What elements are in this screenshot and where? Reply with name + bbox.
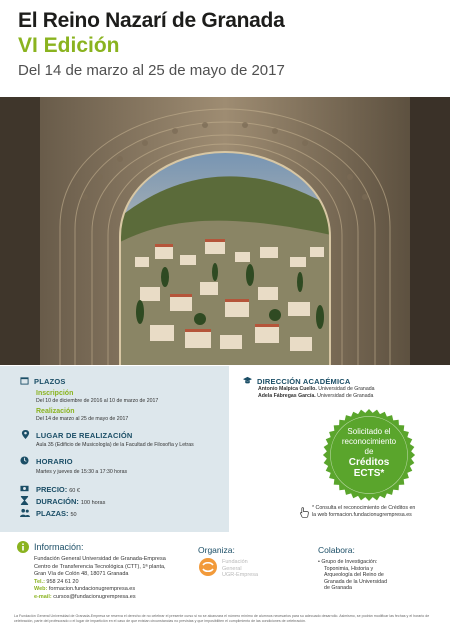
web-link[interactable]: formacion.fundacionugrempresa.es [47, 586, 136, 592]
pointer-hand-icon [300, 507, 309, 518]
person-1-name: Antonio Malpica Cuello. [258, 386, 317, 392]
organiza-heading: Organiza: [198, 545, 235, 555]
horario-text: Martes y jueves de 15:30 a 17:30 horas [36, 469, 128, 475]
consulta-note [312, 505, 440, 519]
duracion-value: 100 horas [80, 500, 106, 506]
badge-line-2: reconocimiento [341, 437, 397, 446]
badge-line-1: Solicitado el [347, 427, 391, 436]
plazas-value: 50 [70, 512, 77, 518]
colabora-line-1-text: Grupo de Investigación: [321, 559, 378, 565]
person-2-org: Universidad de Granada [315, 393, 374, 399]
fundacion-logo-icon [198, 557, 218, 577]
colabora-line-2: Toponimia, Historia y [324, 565, 374, 572]
email-line [34, 594, 194, 602]
address-line-2: Centro de Transferencia Tecnológica (CTT), 1ª planta, [34, 563, 166, 570]
arch-photo [0, 97, 450, 365]
inscripcion-dates: Del 10 de diciembre de 2016 al 10 de marzo de 2017 [36, 398, 159, 404]
colabora-heading: Colabora: [318, 545, 355, 555]
edition-subtitle: VI Edición [18, 34, 120, 57]
colabora-line-1: • Grupo de Investigación: [318, 559, 378, 565]
plazas-row [36, 509, 77, 518]
clock-icon [20, 456, 29, 465]
money-icon [20, 484, 29, 493]
header [18, 8, 438, 80]
duracion-row [36, 497, 105, 506]
colabora-line-5: de Granada [324, 585, 352, 591]
person-2-name: Adela Fábregas García. [258, 393, 316, 399]
location-pin-icon [21, 430, 30, 439]
web-line [34, 586, 194, 594]
consulta-line-1: * Consulta el reconocimiento de Créditos en [312, 505, 416, 511]
address-line-1: Fundación General Universidad de Granada-Empresa [34, 556, 166, 562]
plazos-heading: PLAZOS [34, 377, 66, 386]
badge-line-4: Créditos [348, 457, 390, 468]
person-1-org: Universidad de Granada [316, 386, 375, 392]
direccion-person-2 [258, 393, 448, 400]
page-title: El Reino Nazarí de Granada [18, 9, 285, 32]
arch-view-illustration [0, 97, 450, 365]
calendar-icon [20, 376, 29, 385]
colabora-line-3: Arqueología del Reino de [324, 572, 384, 578]
direccion-person-1 [258, 386, 448, 393]
informacion-address [34, 556, 194, 601]
course-dates: Del 14 de marzo al 25 de mayo de 2017 [18, 62, 285, 79]
graduation-cap-icon [243, 376, 252, 385]
email-label: e-mail: [34, 593, 52, 600]
email-link[interactable]: cursos@fundacionugrempresa.es [51, 593, 136, 600]
precio-label: PRECIO: [36, 485, 68, 494]
precio-value: 60 € [69, 488, 80, 494]
consulta-line-2[interactable]: la web formacion.fundacionugrempresa.es [312, 512, 412, 518]
lugar-text: Aula 35 (Edificio de Musicología) de la Facultad de Filosofía y Letras [36, 442, 194, 448]
plazas-label: PLAZAS: [36, 509, 69, 518]
informacion-heading: Información: [34, 542, 84, 552]
fundacion-logo-text [222, 559, 258, 579]
info-icon [17, 541, 29, 553]
realizacion-label: Realización [36, 408, 75, 415]
duracion-label: DURACIÓN: [36, 497, 79, 506]
info-panel-left [0, 366, 229, 532]
logo-line-2: General [222, 565, 242, 572]
people-icon [19, 508, 31, 517]
tel-label: Tel.: [34, 578, 45, 585]
hourglass-icon [20, 496, 29, 505]
badge-line-3: de [364, 447, 374, 456]
footer-disclaimer: La Fundación General Universidad de Granada-Empresa se reserva el derecho de no celebrar el presente curso si no se alcanzara el número mínimo de alumnos necesarios para su adecuado desarrollo. Asimismo, se podrán modificar las fechas y el horario de celebración, parte del profesorado o el lugar de impartición en el caso de que existan circunstancias no previstas y que imposibiliten el cumplimiento de las condiciones de celebración. [14, 614, 430, 623]
inscripcion-label: Inscripción [36, 390, 74, 397]
precio-row [36, 485, 80, 494]
tel-value[interactable]: 958 24 61 20 [44, 578, 79, 585]
logo-line-1: Fundación [222, 559, 248, 565]
badge-line-5: ECTS* [353, 468, 385, 479]
colabora-text [318, 559, 438, 592]
colabora-line-4: Granada de la Universidad [324, 578, 388, 585]
logo-line-3: UGR-Empresa [222, 572, 259, 578]
realizacion-dates: Del 14 de marzo al 25 de mayo de 2017 [36, 416, 129, 422]
web-label: Web: [34, 586, 48, 592]
phone-line [34, 579, 194, 587]
address-line-3: Gran Vía de Colón 48, 18071 Granada [34, 571, 129, 577]
horario-heading: HORARIO [36, 457, 73, 466]
lugar-heading: LUGAR DE REALIZACIÓN [36, 431, 133, 440]
ects-badge-text [322, 427, 416, 479]
direccion-heading: DIRECCIÓN ACADÉMICA [257, 377, 351, 386]
